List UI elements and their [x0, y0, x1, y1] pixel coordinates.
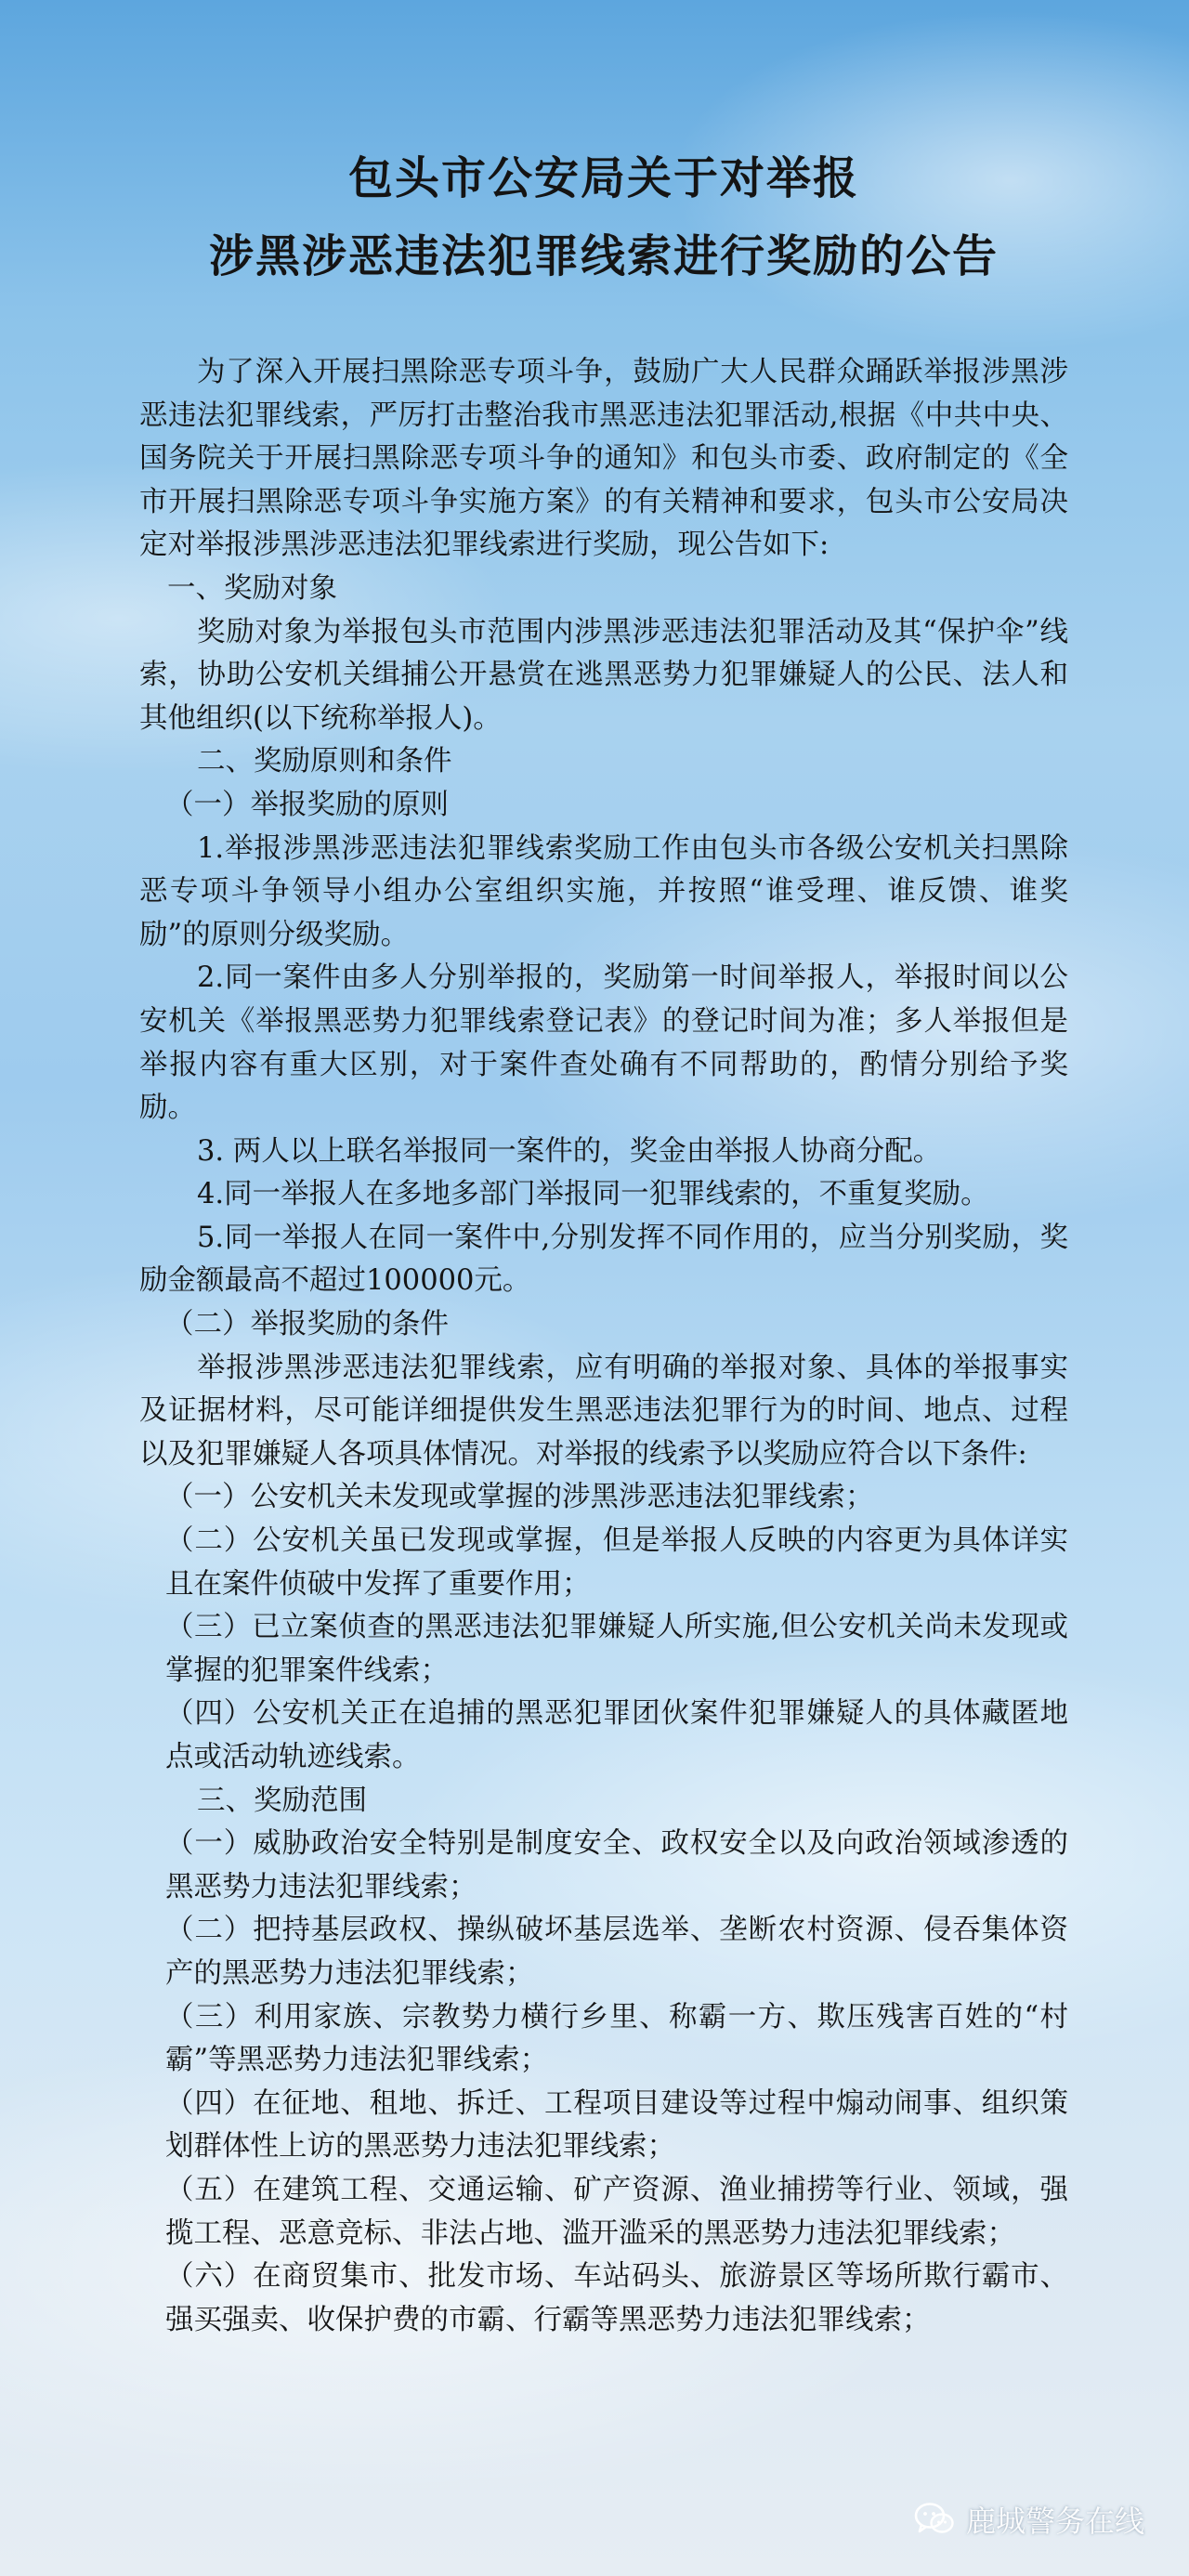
- section-heading: （一）公安机关未发现或掌握的涉黑涉恶违法犯罪线索；: [165, 1481, 874, 1514]
- section-heading: （二）把持基层政权、操纵破坏基层选举、垄断农村资源、侵吞集体资产的黑恶势力违法犯罪线索；: [165, 1914, 1068, 1990]
- source-watermark: [914, 2498, 1144, 2541]
- body-paragraph: 2.同一案件由多人分别举报的，奖励第一时间举报人，举报时间以公安机关《举报黑恶势力犯罪线索登记表》的登记时间为准；多人举报但是举报内容有重大区别，对于案件查处确有不同帮助的，酌情分别给予奖励。: [139, 961, 1068, 1125]
- body-paragraph: 1.举报涉黑涉恶违法犯罪线索奖励工作由包头市各级公安机关扫黑除恶专项斗争领导小组办公室组织实施，并按照“谁受理、谁反馈、谁奖励”的原则分级奖励。: [139, 831, 1068, 951]
- section-heading: （六）在商贸集市、批发市场、车站码头、旅游景区等场所欺行霸市、强买强卖、收保护费的市霸、行霸等黑恶势力违法犯罪线索；: [165, 2260, 1068, 2336]
- body-paragraph: 5.同一举报人在同一案件中,分别发挥不同作用的，应当分别奖励，奖励金额最高不超过100000元。: [139, 1221, 1068, 1298]
- section-heading: （一）威胁政治安全特别是制度安全、政权安全以及向政治领域渗透的黑恶势力违法犯罪线索；: [165, 1827, 1068, 1903]
- section-heading: （一）举报奖励的原则: [165, 788, 449, 821]
- body-paragraph: 二、奖励原则和条件: [197, 745, 452, 778]
- section-heading: （三）利用家族、宗教势力横行乡里、称霸一方、欺压残害百姓的“村霸”等黑恶势力违法犯罪线索；: [165, 2000, 1068, 2077]
- notice-title: [139, 139, 1068, 295]
- wechat-icon: [914, 2502, 955, 2537]
- body-paragraph: 奖励对象为举报包头市范围内涉黑涉恶违法犯罪活动及其“保护伞”线索，协助公安机关缉捕公开悬赏在逃黑恶势力犯罪嫌疑人的公民、法人和其他组织(以下统称举报人)。: [139, 615, 1068, 735]
- section-heading: （二）举报奖励的条件: [165, 1308, 449, 1341]
- section-heading: （四）在征地、租地、拆迁、工程项目建设等过程中煽动闹事、组织策划群体性上访的黑恶势力违法犯罪线索；: [165, 2086, 1068, 2164]
- body-paragraph: 4.同一举报人在多地多部门举报同一犯罪线索的，不重复奖励。: [197, 1178, 989, 1211]
- section-heading: （二）公安机关虽已发现或掌握，但是举报人反映的内容更为具体详实且在案件侦破中发挥了重要作用；: [165, 1524, 1068, 1601]
- section-heading: （三）已立案侦查的黑恶违法犯罪嫌疑人所实施,但公安机关尚未发现或掌握的犯罪案件线索；: [165, 1611, 1068, 1687]
- title-line-1: 包头市公安局关于对举报: [347, 152, 859, 204]
- notice-body: [139, 351, 1068, 2342]
- body-paragraph: 3. 两人以上联名举报同一案件的，奖金由举报人协商分配。: [197, 1134, 942, 1168]
- watermark-text: 鹿城警务在线: [965, 2504, 1144, 2539]
- section-heading: （四）公安机关正在追捕的黑恶犯罪团伙案件犯罪嫌疑人的具体藏匿地点或活动轨迹线索。: [165, 1697, 1068, 1773]
- section-heading: 一、奖励对象: [167, 571, 337, 605]
- notice-document: [139, 139, 1068, 2342]
- section-heading: （五）在建筑工程、交通运输、矿产资源、渔业捕捞等行业、领域，强揽工程、恶意竞标、非法占地、滥开滥采的黑恶势力违法犯罪线索；: [165, 2173, 1068, 2250]
- body-paragraph: 举报涉黑涉恶违法犯罪线索，应有明确的举报对象、具体的举报事实及证据材料，尽可能详细提供发生黑恶违法犯罪行为的时间、地点、过程以及犯罪嫌疑人各项具体情况。对举报的线索予以奖励应符合以下条件:: [139, 1351, 1068, 1471]
- body-paragraph: 三、奖励范围: [197, 1784, 367, 1817]
- body-paragraph: 为了深入开展扫黑除恶专项斗争，鼓励广大人民群众踊跃举报涉黑涉恶违法犯罪线索，严厉打击整治我市黑恶违法犯罪活动,根据《中共中央、国务院关于开展扫黑除恶专项斗争的通知》和包头市委、政府制定的《全市开展扫黑除恶专项斗争实施方案》的有关精神和要求，包头市公安局决定对举报涉黑涉恶违法犯罪线索进行奖励，现公告如下:: [139, 356, 1068, 562]
- title-line-2: 涉黑涉恶违法犯罪线索进行奖励的公告: [208, 230, 999, 282]
